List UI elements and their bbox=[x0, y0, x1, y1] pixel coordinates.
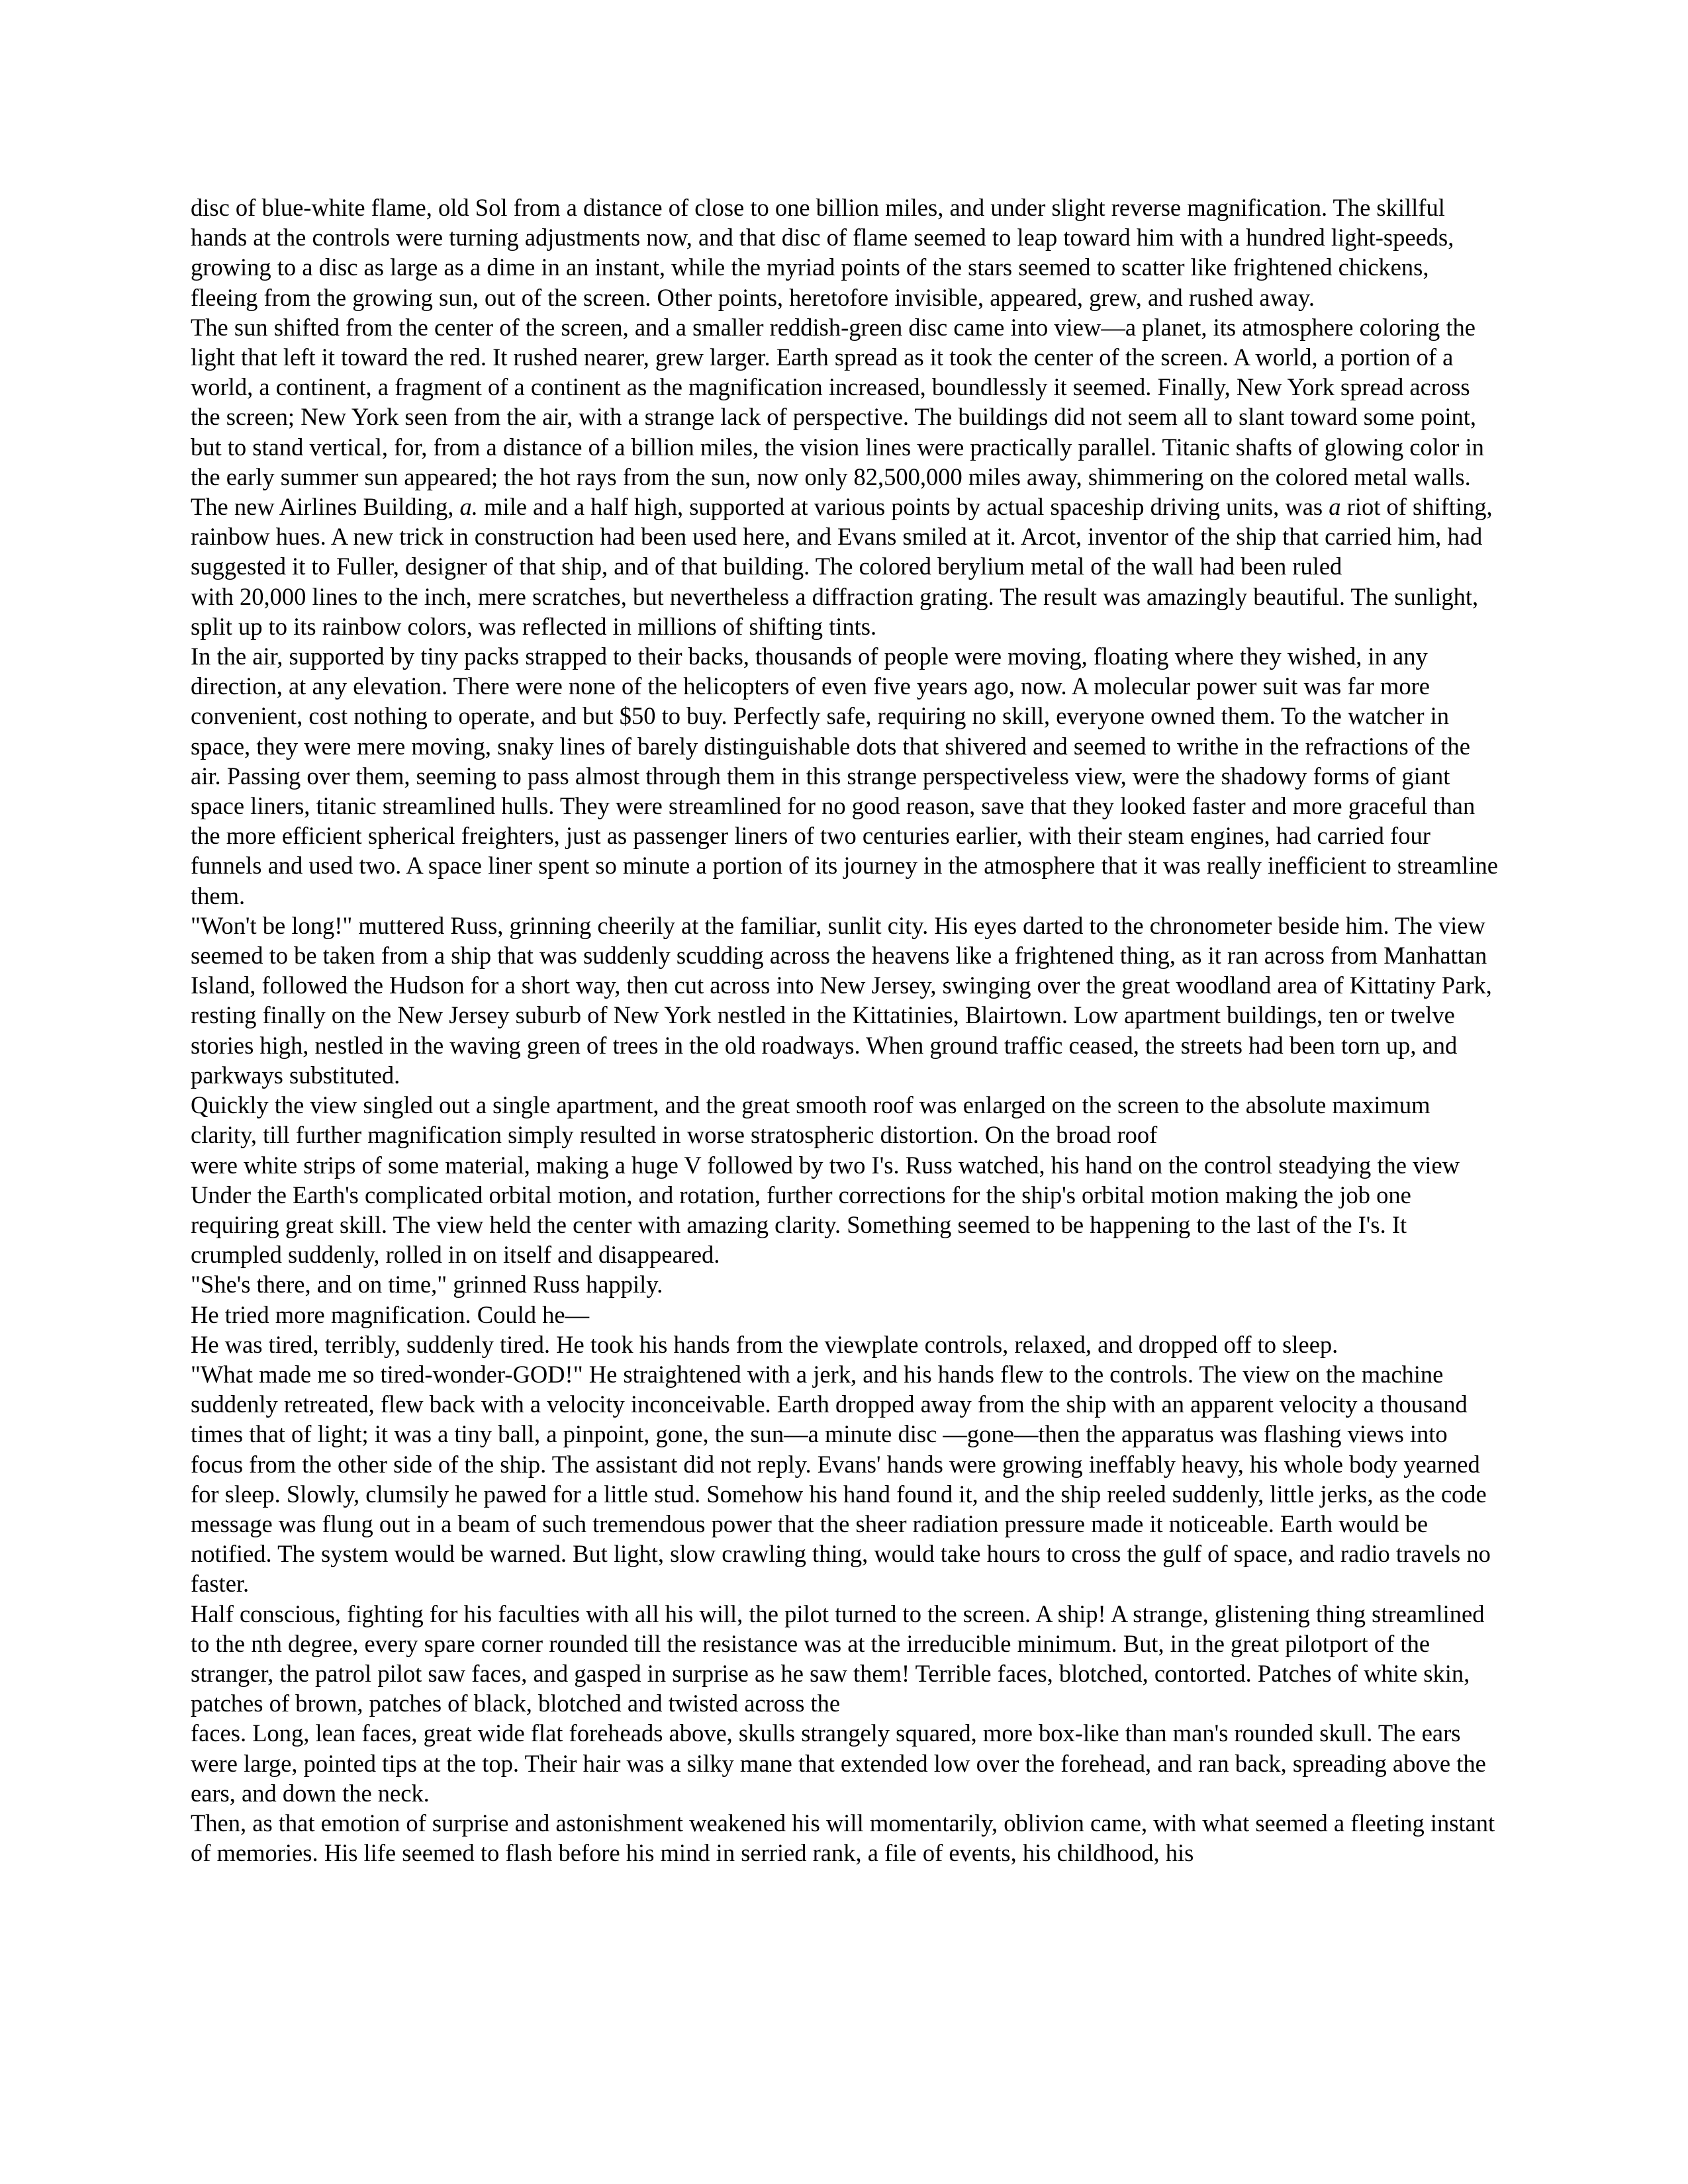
paragraph-power-suits: In the air, supported by tiny packs strapped to their backs, thousands of people were moving, floating where they wished, in any direction, at any elevation. There were none of the helicopters of even five years ago, now. A molecular power suit was far more convenient, cost nothing to operate, and but $50 to buy. Perfectly safe, requiring no skill, everyone owned them. To the watcher in space, they were mere moving, snaky lines of barely distinguishable dots that shivered and seemed to writhe in the refractions of the air. Passing over them, seeming to pass almost through them in this strange perspectiveless view, were the shadowy forms of giant space liners, titanic streamlined hulls. They were streamlined for no good reason, save that they looked faster and more graceful than the more efficient spherical freighters, just as passenger liners of two centuries earlier, with their steam engines, had carried four funnels and used two. A space liner spent so minute a portion of its journey in the atmosphere that it was really inefficient to streamline them. bbox=[191, 643, 1498, 909]
paragraph-airlines-text-3: riot of shifting, rainbow hues. A new trick in construction had been used here, and Evans smiled at it. Arcot, inventor of the ship that carried him, had suggested it to Fuller, designer of that ship, and of that building. The colored berylium metal of the wall had been ruled bbox=[191, 493, 1493, 580]
paragraph-half-conscious: Half conscious, fighting for his faculties with all his will, the pilot turned to the screen. A ship! A strange, glistening thing streamlined to the nth degree, every spare corner rounded till the resistance was at the irreducible minimum. But, in the great pilotport of the stranger, the patrol pilot saw faces, and gasped in surprise as he saw them! Terrible faces, blotched, contorted. Patches of white skin, patches of brown, patches of black, blotched and twisted across the bbox=[191, 1600, 1485, 1717]
paragraph-more-magnification: He tried more magnification. Could he— bbox=[191, 1300, 590, 1328]
paragraph-faces: faces. Long, lean faces, great wide flat foreheads above, skulls strangely squared, more box-like than man's rounded skull. The ears were large, pointed tips at the top. Their hair was a silky mane that extended low over the forehead, and ran back, spreading above the ears, and down the neck. bbox=[191, 1719, 1486, 1807]
paragraph-airlines-building bbox=[191, 492, 1498, 582]
paragraph-airlines-text-2: mile and a half high, supported at various points by actual spaceship driving units, was bbox=[477, 493, 1329, 521]
paragraph-oblivion: Then, as that emotion of surprise and astonishment weakened his will momentarily, oblivion came, with what seemed a fleeting instant of memories. His life seemed to flash before his mind in serried rank, a file of events, his childhood, his bbox=[191, 1809, 1495, 1867]
paragraph-sol-disc: disc of blue-white flame, old Sol from a distance of close to one billion miles, and under slight reverse magnification. The skillful hands at the controls were turning adjustments now, and that disc of flame seemed to leap toward him with a hundred light-speeds, growing to a disc as large as a dime in an instant, while the myriad points of the stars seemed to scatter like frightened chickens, fleeing from the growing sun, out of the screen. Other points, heretofore invisible, appeared, grew, and rushed away. bbox=[191, 194, 1454, 311]
paragraph-airlines-text-1: The new Airlines Building, bbox=[191, 493, 460, 521]
italic-a-1: a. bbox=[459, 493, 478, 521]
paragraph-diffraction-grating: with 20,000 lines to the inch, mere scratches, but nevertheless a diffraction grating. The result was amazingly beautiful. The sunlight, split up to its rainbow colors, was reflected in millions of shifting tints. bbox=[191, 582, 1479, 640]
document-page bbox=[191, 193, 1498, 1868]
paragraph-apartment-roof: Quickly the view singled out a single apartment, and the great smooth roof was enlarged on the screen to the absolute maximum clarity, till further magnification simply resulted in worse stratospheric distortion. On the broad roof bbox=[191, 1091, 1430, 1149]
paragraph-tired: He was tired, terribly, suddenly tired. He took his hands from the viewplate controls, relaxed, and dropped off to sleep. bbox=[191, 1330, 1338, 1358]
italic-a-2: a bbox=[1329, 493, 1341, 521]
paragraph-earth-new-york: The sun shifted from the center of the screen, and a smaller reddish-green disc came into view—a planet, its atmosphere coloring the light that left it toward the red. It rushed nearer, grew larger. Earth spread as it took the center of the screen. A world, a portion of a world, a continent, a fragment of a continent as the magnification increased, boundlessly it seemed. Finally, New York spread across the screen; New York seen from the air, with a strange lack of perspective. The buildings did not seem all to slant toward some point, but to stand vertical, for, from a distance of a billion miles, the vision lines were practically parallel. Titanic shafts of glowing color in the early summer sun appeared; the hot rays from the sun, now only 82,500,000 miles away, shimmering on the colored metal walls. bbox=[191, 313, 1484, 490]
paragraph-what-made-me: "What made me so tired-wonder-GOD!" He straightened with a jerk, and his hands flew to the controls. The view on the machine suddenly retreated, flew back with a velocity inconceivable. Earth dropped away from the ship with an apparent velocity a thousand times that of light; it was a tiny ball, a pinpoint, gone, the sun—a minute disc —gone—then the apparatus was flashing views into focus from the other side of the ship. The assistant did not reply. Evans' hands were growing ineffably heavy, his whole body yearned for sleep. Slowly, clumsily he pawed for a little stud. Somehow his hand found it, and the ship reeled suddenly, little jerks, as the code message was flung out in a beam of such tremendous power that the sheer radiation pressure made it noticeable. Earth would be notified. The system would be warned. But light, slow crawling thing, would take hours to cross the gulf of space, and radio travels no faster. bbox=[191, 1360, 1491, 1598]
paragraph-russ-view: "Won't be long!" muttered Russ, grinning cheerily at the familiar, sunlit city. His eyes darted to the chronometer beside him. The view seemed to be taken from a ship that was suddenly scudding across the heavens like a frightened thing, as it ran across from Manhattan Island, followed the Hudson for a short way, then cut across into New Jersey, swinging over the great woodland area of Kittatiny Park, resting finally on the New Jersey suburb of New York nestled in the Kittatinies, Blairtown. Low apartment buildings, ten or twelve stories high, nestled in the waving green of trees in the old roadways. When ground traffic ceased, the streets had been torn up, and parkways substituted. bbox=[191, 911, 1492, 1089]
paragraph-shes-there: "She's there, and on time," grinned Russ happily. bbox=[191, 1271, 663, 1298]
paragraph-white-strips: were white strips of some material, making a huge V followed by two I's. Russ watched, his hand on the control steadying the view Under the Earth's complicated orbital motion, and rotation, further corrections for the ship's orbital motion making the job one requiring great skill. The view held the center with amazing clarity. Something seemed to be happening to the last of the I's. It crumpled suddenly, rolled in on itself and disappeared. bbox=[191, 1151, 1460, 1269]
